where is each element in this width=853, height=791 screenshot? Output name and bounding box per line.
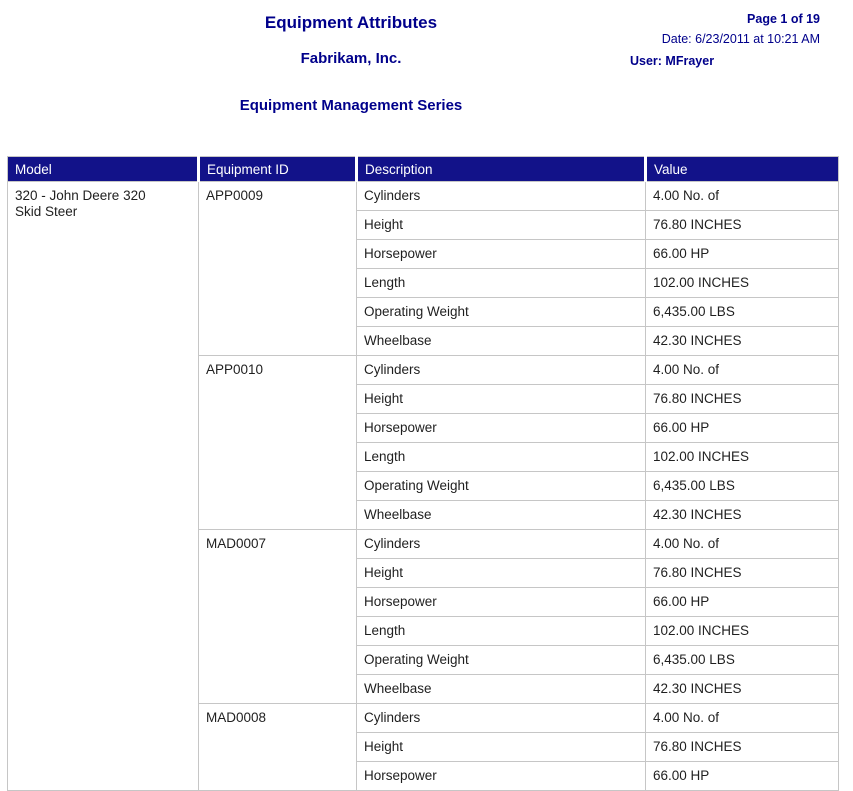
equipment-id-cell: MAD0008: [199, 704, 357, 791]
description-cell: Height: [357, 211, 646, 240]
value-cell: 66.00 HP: [646, 588, 839, 617]
description-cell: Wheelbase: [357, 327, 646, 356]
value-cell: 66.00 HP: [646, 762, 839, 791]
report-date: Date: 6/23/2011 at 10:21 AM: [661, 32, 820, 46]
column-header-model: Model: [8, 157, 199, 182]
description-cell: Cylinders: [357, 356, 646, 385]
value-cell: 4.00 No. of: [646, 356, 839, 385]
model-text: 320 - John Deere 320 Skid Steer: [15, 188, 146, 219]
value-cell: 66.00 HP: [646, 414, 839, 443]
value-cell: 102.00 INCHES: [646, 617, 839, 646]
value-cell: 42.30 INCHES: [646, 501, 839, 530]
table-row: [8, 182, 839, 211]
value-cell: 4.00 No. of: [646, 530, 839, 559]
value-cell: 6,435.00 LBS: [646, 298, 839, 327]
equipment-attributes-table: [7, 156, 839, 791]
value-cell: 76.80 INCHES: [646, 385, 839, 414]
column-header-equipment-id: Equipment ID: [199, 157, 357, 182]
equipment-id-cell: APP0010: [199, 356, 357, 530]
description-cell: Length: [357, 269, 646, 298]
description-cell: Cylinders: [357, 530, 646, 559]
page-number-indicator: Page 1 of 19: [747, 12, 820, 26]
description-cell: Height: [357, 559, 646, 588]
equipment-id-cell: APP0009: [199, 182, 357, 356]
description-cell: Cylinders: [357, 704, 646, 733]
table-header-row: [8, 157, 839, 182]
column-header-value: Value: [646, 157, 839, 182]
column-header-description: Description: [357, 157, 646, 182]
description-cell: Wheelbase: [357, 501, 646, 530]
description-cell: Operating Weight: [357, 298, 646, 327]
table-body: [8, 182, 839, 791]
description-cell: Height: [357, 733, 646, 762]
equipment-id-cell: MAD0007: [199, 530, 357, 704]
description-cell: Horsepower: [357, 240, 646, 269]
value-cell: 102.00 INCHES: [646, 443, 839, 472]
company-name: Fabrikam, Inc.: [300, 50, 402, 67]
report-title: Equipment Attributes: [264, 13, 438, 32]
report-user: User: MFrayer: [630, 54, 715, 68]
value-cell: 76.80 INCHES: [646, 733, 839, 762]
description-cell: Length: [357, 443, 646, 472]
value-cell: 4.00 No. of: [646, 704, 839, 733]
description-cell: Operating Weight: [357, 472, 646, 501]
value-cell: 6,435.00 LBS: [646, 646, 839, 675]
value-cell: 66.00 HP: [646, 240, 839, 269]
description-cell: Wheelbase: [357, 675, 646, 704]
value-cell: 76.80 INCHES: [646, 559, 839, 588]
description-cell: Cylinders: [357, 182, 646, 211]
description-cell: Operating Weight: [357, 646, 646, 675]
value-cell: 42.30 INCHES: [646, 675, 839, 704]
description-cell: Length: [357, 617, 646, 646]
description-cell: Horsepower: [357, 762, 646, 791]
description-cell: Height: [357, 385, 646, 414]
model-cell: [8, 182, 199, 791]
report-series-subtitle: Equipment Management Series: [239, 97, 463, 114]
value-cell: 4.00 No. of: [646, 182, 839, 211]
description-cell: Horsepower: [357, 588, 646, 617]
value-cell: 76.80 INCHES: [646, 211, 839, 240]
description-cell: Horsepower: [357, 414, 646, 443]
value-cell: 42.30 INCHES: [646, 327, 839, 356]
value-cell: 102.00 INCHES: [646, 269, 839, 298]
value-cell: 6,435.00 LBS: [646, 472, 839, 501]
